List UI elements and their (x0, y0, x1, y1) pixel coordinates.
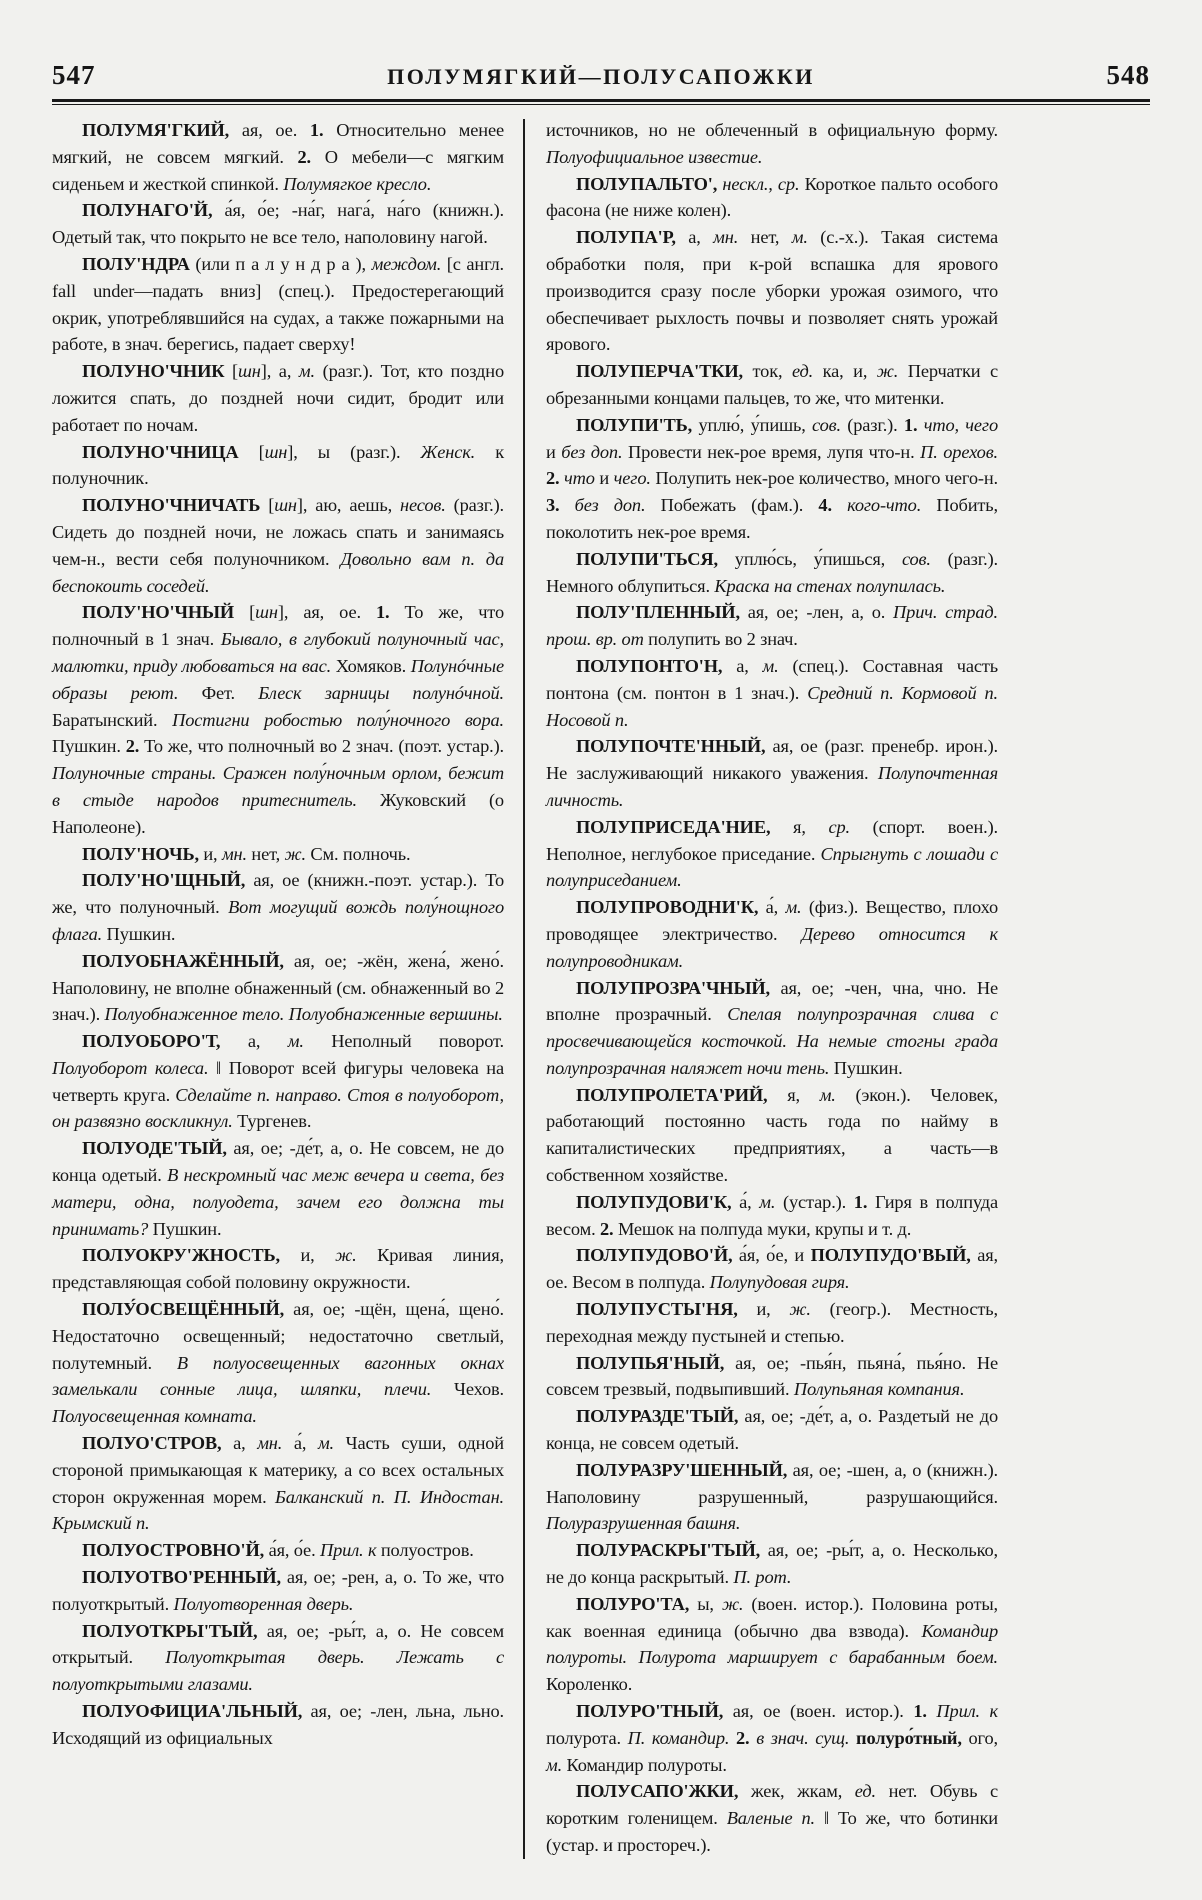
page-number-right: 548 (1106, 60, 1150, 90)
dictionary-entry: ПОЛУОКРУ'ЖНОСТЬ, и, ж. Кривая линия, представляющая собой половину окружности. (52, 1245, 504, 1293)
dictionary-entry: ПОЛУОТКРЫ'ТЫЙ, ая, ое; -ры́т, а, о. Не совсем открытый. Полуоткрытая дверь. Лежать с полуоткрытыми глазами. (52, 1620, 504, 1695)
dictionary-entry-continuation: источников, но не облеченный в официальную форму. Полуофициальное известие. (546, 120, 998, 167)
column-divider (523, 119, 525, 1859)
header-rule (52, 99, 1150, 105)
dictionary-entry: ПОЛУПЕРЧА'ТКИ, ток, ед. ка, и, ж. Перчатки с обрезанными концами пальцев, то же, что митенки. (546, 361, 998, 408)
page-number-left: 547 (52, 60, 96, 90)
dictionary-entry: ПОЛУНО'ЧНИЦА [шн], ы (разг.). Женск. к полуночник. (52, 441, 504, 489)
dictionary-entry: ПОЛУ'НО'ЧНЫЙ [шн], ая, ое. 1. То же, что полночный в 1 знач. Бывало, в глубокий полуночный час, малютки, приду любоваться на вас. Хомяков. Полунóчные образы реют. Фет. Блеск зарницы полунóчной. Баратынский. Постигни робостью полу́ночного вора. Пушкин. 2. То же, что полночный во 2 знач. (поэт. устар.). Полуночные страны. Сражен полу́ночным орлом, бежит в стыде народов притеснитель. Жуковский (о Наполеоне). (52, 602, 504, 837)
dictionary-entry: ПОЛУОДЕ'ТЫЙ, ая, ое; -де́т, а, о. Не совсем, не до конца одетый. В нескромный час меж вечера и света, без матери, одна, полуодета, зачем его должна ты принимать? Пушкин. (52, 1138, 505, 1239)
dictionary-entry: ПОЛУПИ'ТЬСЯ, уплю́сь, у́пишься, сов. (разг.). Немного облупиться. Краска на стенах полупилась. (546, 548, 998, 596)
dictionary-entry: ПОЛУПОЧТЕ'ННЫЙ, ая, ое (разг. пренебр. ирон.). Не заслуживающий никакого уважения. Полупочтенная личность. (546, 736, 998, 810)
dictionary-entry: ПОЛУПРОЛЕТА'РИЙ, я, м. (экон.). Человек, работающий постоянно часть года по найму в капиталистических предприятиях, а часть—в собственном хозяйстве. (546, 1084, 998, 1186)
dictionary-entry: ПОЛУРО'ТНЫЙ, ая, ое (воен. истор.). 1. Прил. к полурота. П. командир. 2. в знач. сущ. полуро́тный, ого, м. Командир полуроты. (546, 1701, 998, 1775)
column-left (52, 117, 504, 1859)
dictionary-entry: ПОЛУНАГО'Й, а́я, о́е; -на́г, нага́, на́го (книжн.). Одетый так, что покрыто не все тело, наполовину нагой. (52, 200, 504, 248)
dictionary-entry: ПОЛУ'НО'ЩНЫЙ, ая, ое (книжн.-поэт. устар.). То же, что полуночный. Вот могущий вождь полу́нощного флага. Пушкин. (52, 870, 504, 944)
dictionary-entry: ПОЛУСАПО'ЖКИ, жек, жкам, ед. нет. Обувь с коротким голенищем. Валеные п. ‖ То же, что ботинки (устар. и простореч.). (546, 1781, 998, 1855)
dictionary-entry: ПОЛУНО'ЧНИЧАТЬ [шн], аю, аешь, несов. (разг.). Сидеть до поздней ночи, не ложась спать и занимаясь чем-н., вести себя полуночником. Довольно вам п. да беспокоить соседей. (52, 495, 504, 596)
dictionary-entry: ПОЛУО'СТРОВ, а, мн. а́, м. Часть суши, одной стороной примыкающая к материку, а со всех остальных сторон окруженная морем. Балканский п. П. Индостан. Крымский п. (52, 1433, 504, 1534)
dictionary-entry: ПОЛУ'НДРА (или палундра), междом. [с англ. fall under—падать вниз] (спец.). Предостерегающий окрик, употреблявшийся на судах, а также пожарными на работе, в знач. берегись, падает сверху! (52, 253, 504, 355)
dictionary-entry: ПОЛУОТВО'РЕННЫЙ, ая, ое; -рен, а, о. То же, что полуоткрытый. Полуотворенная дверь. (52, 1567, 504, 1614)
dictionary-entry: ПОЛУПУСТЫ'НЯ, и, ж. (геогр.). Местность, переходная между пустыней и степью. (546, 1299, 998, 1346)
dictionary-entry: ПОЛУРАЗРУ'ШЕННЫЙ, ая, ое; -шен, а, о (книжн.). Наполовину разрушенный, разрушающийся. Полуразрушенная башня. (546, 1459, 998, 1534)
dictionary-entry: ПОЛУРАСКРЫ'ТЫЙ, ая, ое; -ры́т, а, о. Несколько, не до конца раскрытый. П. рот. (546, 1540, 998, 1588)
dictionary-entry: ПОЛУПОНТО'Н, а, м. (спец.). Составная часть понтона (см. понтон в 1 знач.). Средний п. Кормовой п. Носовой п. (546, 655, 998, 730)
dictionary-entry: ПОЛУОБОРО'Т, а, м. Неполный поворот. Полуоборот колеса. ‖ Поворот всей фигуры человека на четверть круга. Сделайте п. направо. Стоя в полуоборот, он развязно воскликнул. Тургенев. (52, 1031, 504, 1132)
dictionary-entry: ПОЛУПИ'ТЬ, уплю́, у́пишь, сов. (разг.). 1. что, чего и без доп. Провести нек-рое время, лупя что-н. П. орехов. 2. что и чего. Полупить нек-рое количество, много чего-н. 3. без доп. Побежать (фам.). 4. кого-что. Побить, поколотить нек-рое время. (546, 414, 999, 542)
dictionary-entry: ПОЛУПАЛЬТО', нескл., ср. Короткое пальто особого фасона (не ниже колен). (546, 173, 998, 221)
dictionary-entry: ПОЛУМЯ'ГКИЙ, ая, ое. 1. Относительно менее мягкий, не совсем мягкий. 2. О мебели—с мягким сиденьем и жесткой спинкой. Полумягкое кресло. (52, 120, 505, 194)
dictionary-entry: ПОЛУРО'ТА, ы, ж. (воен. истор.). Половина роты, как военная единица (обычно два взвода). Командир полуроты. Полурота марширует с барабанным боем. Короленко. (546, 1593, 998, 1695)
page-header (52, 0, 1150, 91)
dictionary-entry: ПОЛУПА'Р, а, мн. нет, м. (с.-х.). Такая система обработки поля, при к-рой вспашка для ярового производится сразу после уборки урожая озимого, что обеспечивает рыхлость почвы и позволяет снять урожай ярового. (546, 227, 998, 355)
dictionary-entry: ПОЛУ'ПЛЕННЫЙ, ая, ое; -лен, а, о. Прич. страд. прош. вр. от полупить во 2 знач. (546, 602, 998, 650)
running-title: ПОЛУМЯГКИЙ—ПОЛУСАПОЖКИ (387, 64, 815, 89)
dictionary-entry: ПОЛУПРОЗРА'ЧНЫЙ, ая, ое; -чен, чна, чно. Не вполне прозрачный. Спелая полупрозрачная слива с просвечивающейся косточкой. На немые стогны града полупрозрачная наляжет ночи тень. Пушкин. (546, 977, 998, 1078)
dictionary-entry: ПОЛУПЬЯ'НЫЙ, ая, ое; -пья́н, пьяна́, пья́но. Не совсем трезвый, подвыпивший. Полупьяная компания. (546, 1352, 998, 1400)
dictionary-columns (52, 117, 1150, 1859)
dictionary-entry: ПОЛУ'НОЧЬ, и, мн. нет, ж. См. полночь. (82, 843, 411, 864)
dictionary-entry: ПОЛУОСТРОВНО'Й, а́я, о́е. Прил. к полуостров. (82, 1540, 474, 1561)
header-rule-thick (52, 99, 1150, 102)
dictionary-entry: ПОЛУРАЗДЕ'ТЫЙ, ая, ое; -де́т, а, о. Раздетый не до конца, не совсем одетый. (546, 1406, 998, 1454)
dictionary-entry: ПОЛУОБНАЖЁННЫЙ, ая, ое; -жён, жена́, жено́. Наполовину, не вполне обнаженный (см. обнаженный во 2 знач.). Полуобнаженное тело. Полуобнаженные вершины. (52, 950, 504, 1025)
column-right (546, 117, 998, 1859)
dictionary-entry: ПОЛУНО'ЧНИК [шн], а, м. (разг.). Тот, кто поздно ложится спать, до поздней ночи сидит, бродит или работает по ночам. (52, 361, 505, 435)
dictionary-entry: ПОЛУ́ОСВЕЩЁННЫЙ, ая, ое; -щён, щена́, щено́. Недостаточно освещенный; недостаточно светлый, полутемный. В полуосвещенных вагонных окнах замелькали сонные лица, шляпки, плечи. Чехов. Полуосвещенная комната. (52, 1299, 504, 1427)
dictionary-entry: ПОЛУПРОВОДНИ'К, а́, м. (физ.). Вещество, плохо проводящее электричество. Дерево относится к полупроводникам. (546, 897, 998, 971)
header-rule-thin (52, 104, 1150, 105)
dictionary-entry: ПОЛУПУДОВИ'К, а́, м. (устар.). 1. Гиря в полпуда весом. 2. Мешок на полпуда муки, крупы и т. д. (546, 1191, 999, 1239)
dictionary-entry: ПОЛУПРИСЕДА'НИЕ, я, ср. (спорт. воен.). Неполное, неглубокое приседание. Спрыгнуть с лошади с полуприседанием. (546, 816, 999, 891)
dictionary-entry: ПОЛУОФИЦИА'ЛЬНЫЙ, ая, ое; -лен, льна, льно. Исходящий из официальных (52, 1701, 504, 1748)
dictionary-entry: ПОЛУПУДОВО'Й, а́я, о́е, и ПОЛУПУДО'ВЫЙ, ая, ое. Весом в полпуда. Полупудовая гиря. (546, 1245, 999, 1293)
